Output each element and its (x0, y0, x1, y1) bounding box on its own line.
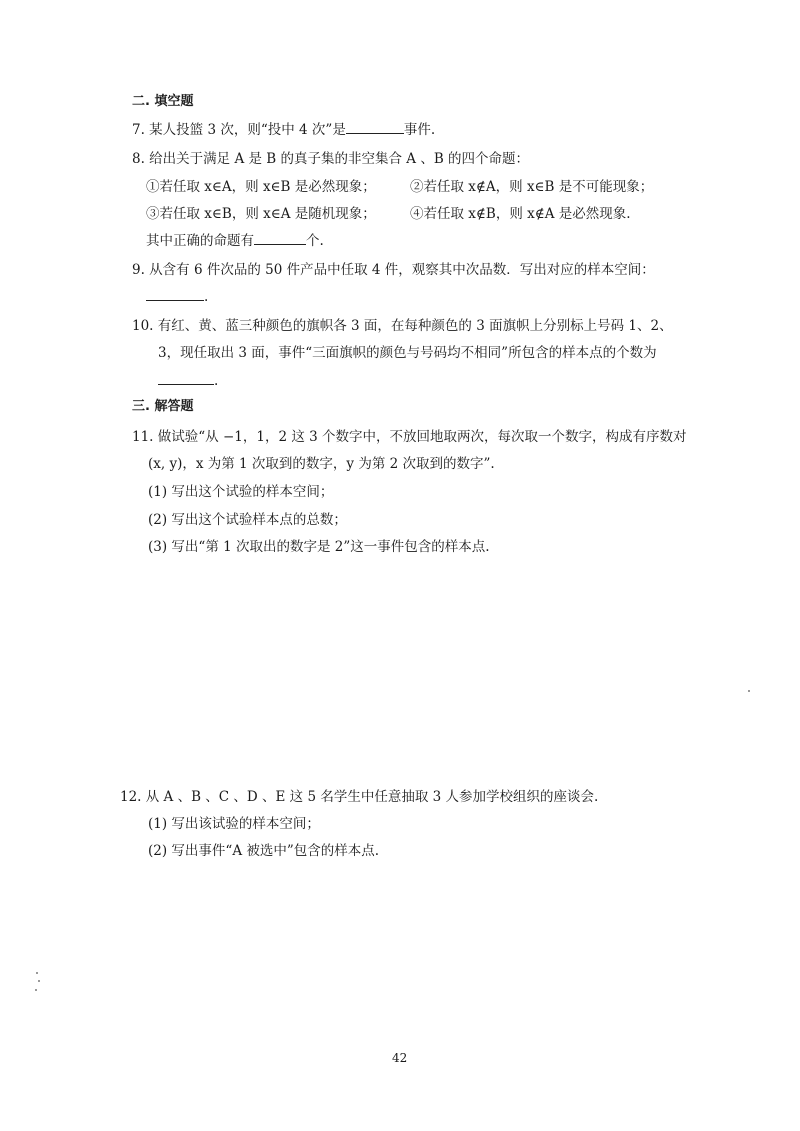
question-8-ask-tail: 个. (306, 233, 324, 249)
question-11-line-2: (x, y)，x 为第 1 次取到的数字，y 为第 2 次取到的数字”. (148, 456, 495, 472)
question-7-text: 7. 某人投篮 3 次，则“投中 4 次”是 (132, 122, 346, 138)
question-9: 9. 从含有 6 件次品的 50 件产品中任取 4 件，观察其中次品数．写出对应的样本空间： (132, 262, 655, 278)
question-11-part-1: (1) 写出这个试验的样本空间； (148, 484, 334, 500)
question-11-part-2: (2) 写出这个试验样本点的总数； (148, 512, 347, 528)
page-number: 42 (392, 1051, 408, 1065)
question-9-answer (146, 288, 208, 306)
question-8-ask-text: 其中正确的命题有 (146, 233, 254, 249)
question-8-stem: 8. 给出关于满足 A 是 B 的真子集的非空集合 A 、B 的四个命题： (132, 151, 530, 167)
question-10-answer (158, 372, 218, 390)
scan-speck (36, 972, 38, 974)
answer-blank (346, 121, 404, 134)
scan-speck (748, 690, 750, 692)
answer-blank (146, 288, 204, 301)
question-10-line-1: 10. 有红、黄、蓝三种颜色的旗帜各 3 面，在每种颜色的 3 面旗帜上分别标上号码 1、2、 (132, 318, 673, 334)
scan-speck (35, 989, 37, 991)
question-12-line-1: 12. 从 A 、B 、C 、D 、E 这 5 名学生中任意抽取 3 人参加学校组织的座谈会. (120, 789, 599, 805)
scan-speck (38, 980, 40, 982)
section-title-fill-in: 二. 填空题 (132, 94, 194, 109)
proposition-2: ②若任取 x∉A，则 x∈B 是不可能现象； (410, 179, 654, 195)
question-10-end: . (214, 373, 219, 389)
question-8-ask (146, 232, 324, 250)
question-11-line-1: 11. 做试验“从 −1，1，2 这 3 个数字中，不放回地取两次，每次取一个数字，构成有序数对 (132, 429, 687, 445)
question-9-end: . (204, 289, 209, 305)
question-7 (132, 121, 435, 139)
question-12-part-1: (1) 写出该试验的样本空间； (148, 816, 320, 832)
answer-blank (158, 372, 214, 385)
question-7-tail: 事件. (403, 122, 436, 138)
section-title-answers: 三. 解答题 (132, 399, 194, 414)
question-12-part-2: (2) 写出事件“A 被选中”包含的样本点. (148, 843, 380, 859)
proposition-3: ③若任取 x∈B，则 x∈A 是随机现象； (146, 206, 376, 222)
question-10-line-2: 3，现任取出 3 面，事件“三面旗帜的颜色与号码均不相同”所包含的样本点的个数为 (158, 345, 657, 361)
proposition-1: ①若任取 x∈A，则 x∈B 是必然现象； (146, 179, 376, 195)
question-11-part-3: (3) 写出“第 1 次取出的数字是 2”这一事件包含的样本点. (148, 539, 490, 555)
proposition-4: ④若任取 x∉B，则 x∉A 是必然现象. (410, 206, 631, 222)
answer-blank (254, 232, 306, 245)
